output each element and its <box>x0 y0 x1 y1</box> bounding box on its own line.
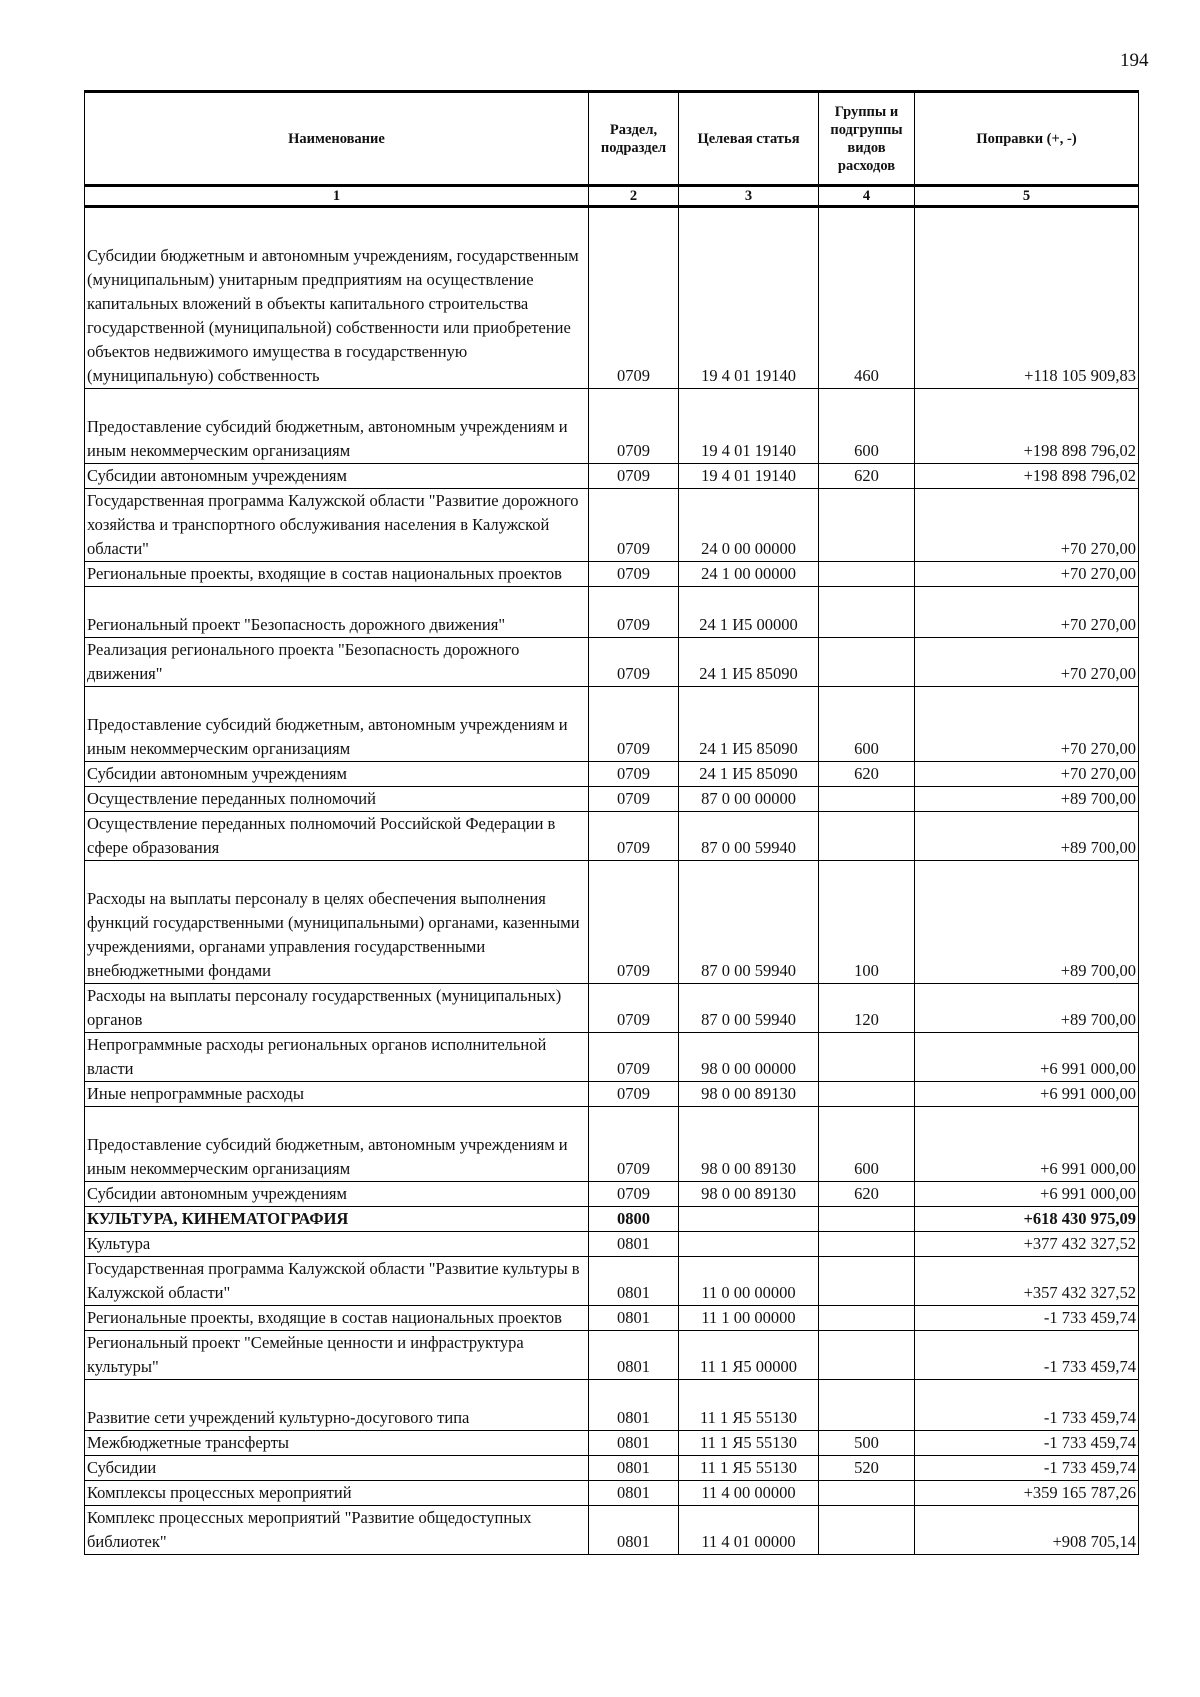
row-group-cell: 100 <box>819 861 915 984</box>
row-group-cell <box>819 1082 915 1107</box>
table-row <box>85 562 1139 587</box>
row-section-cell: 0709 <box>589 587 679 638</box>
row-group-cell: 600 <box>819 1107 915 1182</box>
row-name-cell: Государственная программа Калужской области "Развитие культуры в Калужской области" <box>85 1257 589 1306</box>
table-row <box>85 787 1139 812</box>
table-row <box>85 861 1139 984</box>
row-amount-cell: +70 270,00 <box>915 762 1139 787</box>
row-name-cell: Региональные проекты, входящие в состав национальных проектов <box>85 1306 589 1331</box>
table-row <box>85 812 1139 861</box>
row-group-cell <box>819 1380 915 1431</box>
row-target-cell: 24 1 И5 85090 <box>679 762 819 787</box>
row-section-cell: 0709 <box>589 687 679 762</box>
row-target-cell: 19 4 01 19140 <box>679 207 819 389</box>
row-target-cell: 87 0 00 59940 <box>679 984 819 1033</box>
row-amount-cell: +359 165 787,26 <box>915 1481 1139 1506</box>
row-target-cell: 24 1 И5 85090 <box>679 638 819 687</box>
row-target-cell <box>679 1207 819 1232</box>
row-group-cell: 620 <box>819 1182 915 1207</box>
row-amount-cell: +6 991 000,00 <box>915 1082 1139 1107</box>
row-name-cell: Региональные проекты, входящие в состав национальных проектов <box>85 562 589 587</box>
row-group-cell <box>819 1033 915 1082</box>
table-row <box>85 1082 1139 1107</box>
table-row <box>85 1456 1139 1481</box>
table-row <box>85 1257 1139 1306</box>
row-amount-cell: -1 733 459,74 <box>915 1380 1139 1431</box>
row-group-cell: 500 <box>819 1431 915 1456</box>
row-target-cell: 11 4 01 00000 <box>679 1506 819 1555</box>
row-amount-cell: -1 733 459,74 <box>915 1456 1139 1481</box>
row-group-cell <box>819 1232 915 1257</box>
table-row <box>85 687 1139 762</box>
row-target-cell: 11 4 00 00000 <box>679 1481 819 1506</box>
row-name-cell: Субсидии автономным учреждениям <box>85 762 589 787</box>
row-name-cell: Региональный проект "Семейные ценности и инфраструктура культуры" <box>85 1331 589 1380</box>
row-amount-cell: +618 430 975,09 <box>915 1207 1139 1232</box>
row-target-cell: 98 0 00 89130 <box>679 1082 819 1107</box>
table-row <box>85 1107 1139 1182</box>
row-name-cell: Осуществление переданных полномочий <box>85 787 589 812</box>
budget-amendments-table <box>84 90 1139 1555</box>
header-section: Раздел, подраздел <box>589 92 679 186</box>
row-name-cell: КУЛЬТУРА, КИНЕМАТОГРАФИЯ <box>85 1207 589 1232</box>
row-target-cell: 98 0 00 00000 <box>679 1033 819 1082</box>
row-group-cell <box>819 787 915 812</box>
row-name-cell: Межбюджетные трансферты <box>85 1431 589 1456</box>
row-section-cell: 0709 <box>589 984 679 1033</box>
row-group-cell <box>819 1481 915 1506</box>
row-amount-cell: +89 700,00 <box>915 861 1139 984</box>
row-name-cell: Иные непрограммные расходы <box>85 1082 589 1107</box>
table-row <box>85 1182 1139 1207</box>
table-row <box>85 207 1139 389</box>
header-target: Целевая статья <box>679 92 819 186</box>
header-name: Наименование <box>85 92 589 186</box>
row-name-cell: Культура <box>85 1232 589 1257</box>
row-section-cell: 0709 <box>589 861 679 984</box>
table-row <box>85 984 1139 1033</box>
row-name-cell: Государственная программа Калужской области "Развитие дорожного хозяйства и транспортного обслуживания населения в Калужской области" <box>85 489 589 562</box>
row-amount-cell: +70 270,00 <box>915 638 1139 687</box>
table-row <box>85 762 1139 787</box>
row-section-cell: 0709 <box>589 1107 679 1182</box>
row-section-cell: 0801 <box>589 1506 679 1555</box>
row-name-cell: Расходы на выплаты персоналу государственных (муниципальных) органов <box>85 984 589 1033</box>
row-name-cell: Предоставление субсидий бюджетным, автономным учреждениям и иным некоммерческим организациям <box>85 389 589 464</box>
row-section-cell: 0709 <box>589 787 679 812</box>
row-target-cell: 98 0 00 89130 <box>679 1107 819 1182</box>
row-name-cell: Субсидии бюджетным и автономным учреждениям, государственным (муниципальным) унитарным предприятиям на осуществление капитальных вложений в объекты капитального строительства государственной (муниципальной) собственности или приобретение объектов недвижимого имущества в государственную (муниципальную) собственность <box>85 207 589 389</box>
row-section-cell: 0709 <box>589 1033 679 1082</box>
table-row <box>85 587 1139 638</box>
row-section-cell: 0709 <box>589 1182 679 1207</box>
table-row <box>85 389 1139 464</box>
row-section-cell: 0801 <box>589 1431 679 1456</box>
row-name-cell: Реализация регионального проекта "Безопасность дорожного движения" <box>85 638 589 687</box>
row-amount-cell: +70 270,00 <box>915 687 1139 762</box>
table-row <box>85 489 1139 562</box>
row-group-cell: 620 <box>819 464 915 489</box>
row-group-cell <box>819 1331 915 1380</box>
row-amount-cell: +89 700,00 <box>915 812 1139 861</box>
row-target-cell: 24 1 00 00000 <box>679 562 819 587</box>
row-amount-cell: +6 991 000,00 <box>915 1182 1139 1207</box>
row-group-cell: 460 <box>819 207 915 389</box>
row-target-cell: 87 0 00 59940 <box>679 812 819 861</box>
row-section-cell: 0801 <box>589 1306 679 1331</box>
row-target-cell: 11 1 Я5 55130 <box>679 1380 819 1431</box>
row-name-cell: Субсидии <box>85 1456 589 1481</box>
table-row <box>85 464 1139 489</box>
row-amount-cell: +118 105 909,83 <box>915 207 1139 389</box>
row-section-cell: 0709 <box>589 464 679 489</box>
row-amount-cell: +198 898 796,02 <box>915 389 1139 464</box>
row-name-cell: Субсидии автономным учреждениям <box>85 464 589 489</box>
column-number: 2 <box>589 186 679 207</box>
row-section-cell: 0709 <box>589 389 679 464</box>
row-amount-cell: +6 991 000,00 <box>915 1033 1139 1082</box>
row-target-cell: 24 1 И5 85090 <box>679 687 819 762</box>
row-name-cell: Непрограммные расходы региональных органов исполнительной власти <box>85 1033 589 1082</box>
row-amount-cell: +908 705,14 <box>915 1506 1139 1555</box>
table-row <box>85 1207 1139 1232</box>
row-name-cell: Предоставление субсидий бюджетным, автономным учреждениям и иным некоммерческим организациям <box>85 687 589 762</box>
header-amendments: Поправки (+, -) <box>915 92 1139 186</box>
row-amount-cell: +89 700,00 <box>915 984 1139 1033</box>
row-section-cell: 0801 <box>589 1380 679 1431</box>
row-target-cell: 19 4 01 19140 <box>679 464 819 489</box>
row-name-cell: Комплексы процессных мероприятий <box>85 1481 589 1506</box>
row-name-cell: Региональный проект "Безопасность дорожного движения" <box>85 587 589 638</box>
row-amount-cell: -1 733 459,74 <box>915 1331 1139 1380</box>
row-group-cell <box>819 489 915 562</box>
row-group-cell <box>819 1306 915 1331</box>
row-amount-cell: +357 432 327,52 <box>915 1257 1139 1306</box>
row-group-cell <box>819 1207 915 1232</box>
table-row <box>85 638 1139 687</box>
row-target-cell: 11 1 Я5 00000 <box>679 1331 819 1380</box>
row-section-cell: 0801 <box>589 1257 679 1306</box>
row-target-cell: 87 0 00 59940 <box>679 861 819 984</box>
row-name-cell: Осуществление переданных полномочий Российской Федерации в сфере образования <box>85 812 589 861</box>
table-row <box>85 1481 1139 1506</box>
row-group-cell <box>819 1257 915 1306</box>
row-name-cell: Субсидии автономным учреждениям <box>85 1182 589 1207</box>
row-amount-cell: +6 991 000,00 <box>915 1107 1139 1182</box>
row-target-cell: 87 0 00 00000 <box>679 787 819 812</box>
row-group-cell <box>819 638 915 687</box>
row-name-cell: Расходы на выплаты персоналу в целях обеспечения выполнения функций государственными (муниципальными) органами, казенными учреждениями, органами управления государственными внебюджетными фондами <box>85 861 589 984</box>
row-amount-cell: -1 733 459,74 <box>915 1306 1139 1331</box>
row-group-cell: 600 <box>819 687 915 762</box>
row-target-cell: 98 0 00 89130 <box>679 1182 819 1207</box>
page-number: 194 <box>1120 50 1149 71</box>
column-number: 4 <box>819 186 915 207</box>
row-section-cell: 0801 <box>589 1232 679 1257</box>
header-groups: Группы и подгруппы видов расходов <box>819 92 915 186</box>
column-number: 5 <box>915 186 1139 207</box>
table-row <box>85 1033 1139 1082</box>
table-row <box>85 1506 1139 1555</box>
row-name-cell: Развитие сети учреждений культурно-досугового типа <box>85 1380 589 1431</box>
row-target-cell: 24 1 И5 00000 <box>679 587 819 638</box>
row-section-cell: 0709 <box>589 489 679 562</box>
table-row <box>85 1232 1139 1257</box>
column-number: 1 <box>85 186 589 207</box>
row-target-cell: 11 1 Я5 55130 <box>679 1456 819 1481</box>
table-row <box>85 1431 1139 1456</box>
table-row <box>85 1306 1139 1331</box>
row-name-cell: Комплекс процессных мероприятий "Развитие общедоступных библиотек" <box>85 1506 589 1555</box>
row-section-cell: 0709 <box>589 1082 679 1107</box>
row-target-cell <box>679 1232 819 1257</box>
row-group-cell <box>819 562 915 587</box>
row-amount-cell: +377 432 327,52 <box>915 1232 1139 1257</box>
row-section-cell: 0801 <box>589 1481 679 1506</box>
table-row <box>85 1380 1139 1431</box>
row-section-cell: 0801 <box>589 1331 679 1380</box>
row-group-cell <box>819 587 915 638</box>
row-amount-cell: +70 270,00 <box>915 587 1139 638</box>
row-group-cell: 600 <box>819 389 915 464</box>
row-group-cell <box>819 812 915 861</box>
row-target-cell: 11 0 00 00000 <box>679 1257 819 1306</box>
row-amount-cell: +198 898 796,02 <box>915 464 1139 489</box>
row-group-cell <box>819 1506 915 1555</box>
row-section-cell: 0709 <box>589 762 679 787</box>
column-number: 3 <box>679 186 819 207</box>
row-target-cell: 24 0 00 00000 <box>679 489 819 562</box>
row-group-cell: 120 <box>819 984 915 1033</box>
row-group-cell: 520 <box>819 1456 915 1481</box>
row-target-cell: 11 1 Я5 55130 <box>679 1431 819 1456</box>
row-section-cell: 0709 <box>589 562 679 587</box>
table-row <box>85 1331 1139 1380</box>
row-amount-cell: +89 700,00 <box>915 787 1139 812</box>
row-amount-cell: +70 270,00 <box>915 562 1139 587</box>
row-section-cell: 0801 <box>589 1456 679 1481</box>
row-target-cell: 19 4 01 19140 <box>679 389 819 464</box>
row-amount-cell: +70 270,00 <box>915 489 1139 562</box>
row-name-cell: Предоставление субсидий бюджетным, автономным учреждениям и иным некоммерческим организациям <box>85 1107 589 1182</box>
row-target-cell: 11 1 00 00000 <box>679 1306 819 1331</box>
row-group-cell: 620 <box>819 762 915 787</box>
row-amount-cell: -1 733 459,74 <box>915 1431 1139 1456</box>
row-section-cell: 0709 <box>589 812 679 861</box>
row-section-cell: 0709 <box>589 207 679 389</box>
row-section-cell: 0709 <box>589 638 679 687</box>
row-section-cell: 0800 <box>589 1207 679 1232</box>
